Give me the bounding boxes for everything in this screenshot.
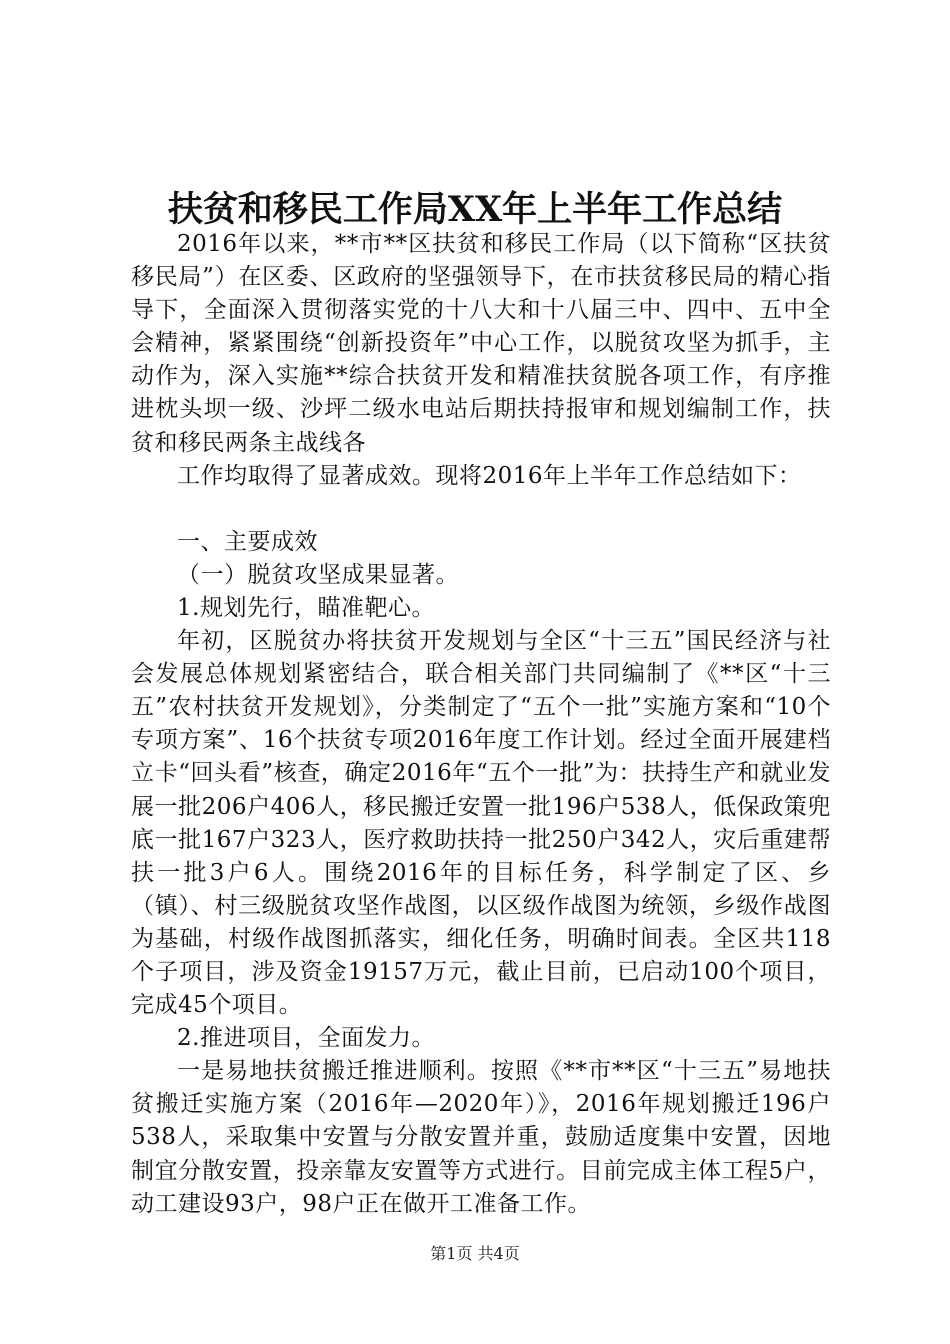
paragraph-planning: 年初，区脱贫办将扶贫开发规划与全区“十三五”国民经济与社会发展总体规划紧密结合，联合相关部门共同编制了《**区“十三五”农村扶贫开发规划》，分类制定了“五个一批”实施方案和“10个专项方案”、16个扶贫专项2016年度工作计划。经过全面开展建档立卡“回头看”核查，确定2016年“五个一批”为：扶持生产和就业发展一批206户406人，移民搬迁安置一批196户538人，低保政策兜底一批167户323人，医疗救助扶持一批250户342人，灾后重建帮扶一批3户6人。围绕2016年的目标任务，科学制定了区、乡（镇）、村三级脱贫攻坚作战图，以区级作战图为统领，乡级作战图为基础，村级作战图抓落实，细化任务，明确时间表。全区共118个子项目，涉及资金19157万元，截止目前，已启动100个项目，完成45个项目。 [131,628,831,1019]
paragraph-intro: 2016年以来，**市**区扶贫和移民工作局（以下简称“区扶贫移民局”）在区委、区政府的坚强领导下，在市扶贫移民局的精心指导下，全面深入贯彻落实党的十八大和十八届三中、四中、五中全会精神，紧紧围绕“创新投资年”中心工作，以脱贫攻坚为抓手，主动作为，深入实施**综合扶贫开发和精准扶贫脱各项工作，有序推进枕头坝一级、沙坪二级水电站后期扶持报审和规划编制工作，扶贫和移民两条主战线各 [131,231,831,456]
page-number: 第1页 共4页 [430,1244,520,1263]
paragraph-relocation: 一是易地扶贫搬迁推进顺利。按照《**市**区“十三五”易地扶贫搬迁实施方案（2016年—2020年）》，2016年规划搬迁196户538人，采取集中安置与分散安置并重，鼓励适度集中安置，因地制宜分散安置，投亲靠友安置等方式进行。目前完成主体工程5户，动工建设93户，98户正在做开工准备工作。 [131,1058,831,1217]
item-heading-planning: 1.规划先行，瞄准靶心。 [177,594,435,621]
subsection-heading-poverty: （一）脱贫攻坚成果显著。 [177,561,459,588]
document-title: 扶贫和移民工作局XX年上半年工作总结 [167,189,783,230]
document-body [131,228,831,1221]
section-heading-main-results: 一、主要成效 [177,528,318,555]
item-heading-projects: 2.推进项目，全面发力。 [177,1025,435,1052]
paragraph-intro-continued: 工作均取得了显著成效。现将2016年上半年工作总结如下： [177,462,802,489]
